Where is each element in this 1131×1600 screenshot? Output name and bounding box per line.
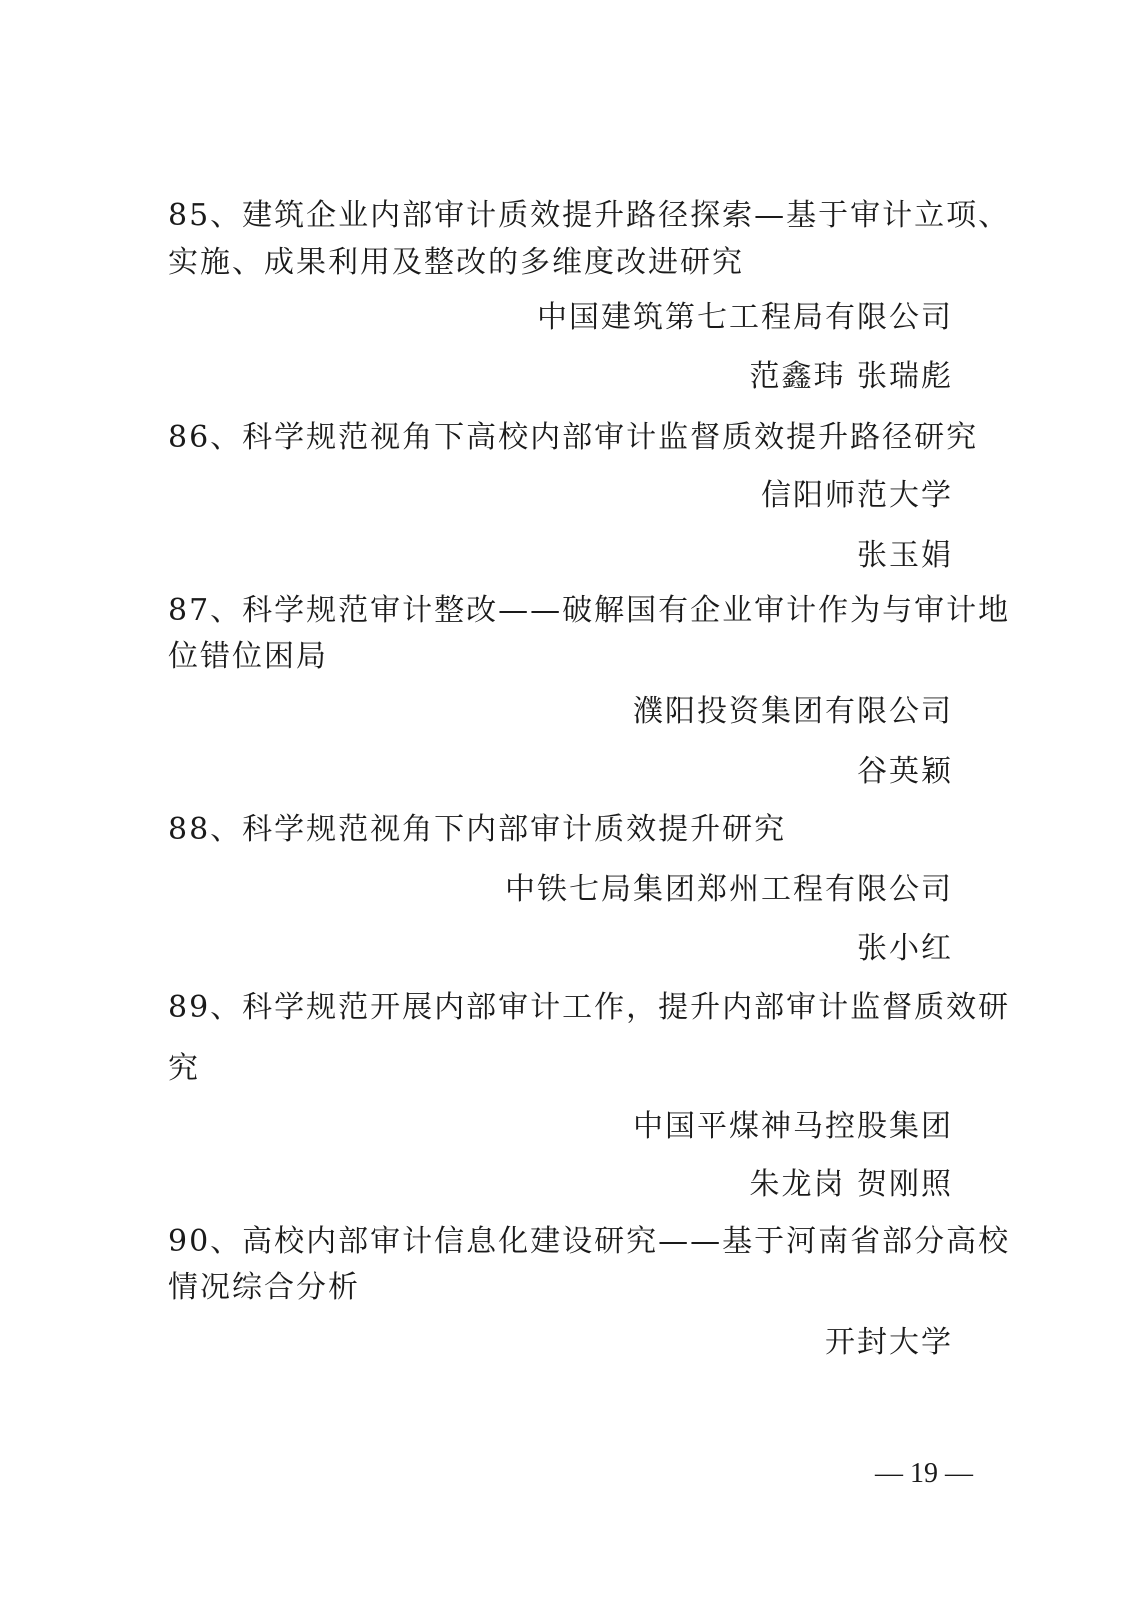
entry-87-authors: 谷英颖: [857, 754, 953, 789]
entry-87-title-line-1: 87、科学规范审计整改——破解国有企业审计作为与审计地: [168, 593, 1011, 628]
entry-90-title-line-2: 情况综合分析: [168, 1270, 360, 1305]
entry-90-title-line-1: 90、高校内部审计信息化建设研究——基于河南省部分高校: [168, 1224, 1011, 1259]
entry-85-title-line-1: 85、建筑企业内部审计质效提升路径探索—基于审计立项、: [168, 198, 1011, 233]
entry-90-organization: 开封大学: [825, 1325, 953, 1360]
entry-87-title-line-2: 位错位困局: [168, 639, 328, 674]
entry-89-title-line-2: 究: [168, 1051, 200, 1086]
entry-89-title-line-1: 89、科学规范开展内部审计工作，提升内部审计监督质效研: [168, 990, 1011, 1025]
page-number: — 19 —: [875, 1458, 973, 1489]
entry-85-title-line-2: 实施、成果利用及整改的多维度改进研究: [168, 245, 744, 280]
entry-88-authors: 张小红: [857, 931, 953, 966]
entry-86-authors: 张玉娟: [857, 538, 953, 573]
entry-85-authors: 范鑫玮 张瑞彪: [749, 359, 953, 394]
entry-88-organization: 中铁七局集团郑州工程有限公司: [505, 872, 953, 907]
entry-88-title-line-1: 88、科学规范视角下内部审计质效提升研究: [168, 812, 787, 847]
entry-85-organization: 中国建筑第七工程局有限公司: [537, 300, 953, 335]
entry-86-title-line-1: 86、科学规范视角下高校内部审计监督质效提升路径研究: [168, 420, 979, 455]
entry-89-authors: 朱龙岗 贺刚照: [749, 1167, 953, 1202]
entry-87-organization: 濮阳投资集团有限公司: [633, 694, 953, 729]
entry-89-organization: 中国平煤神马控股集团: [633, 1109, 953, 1144]
entry-86-organization: 信阳师范大学: [761, 478, 953, 513]
